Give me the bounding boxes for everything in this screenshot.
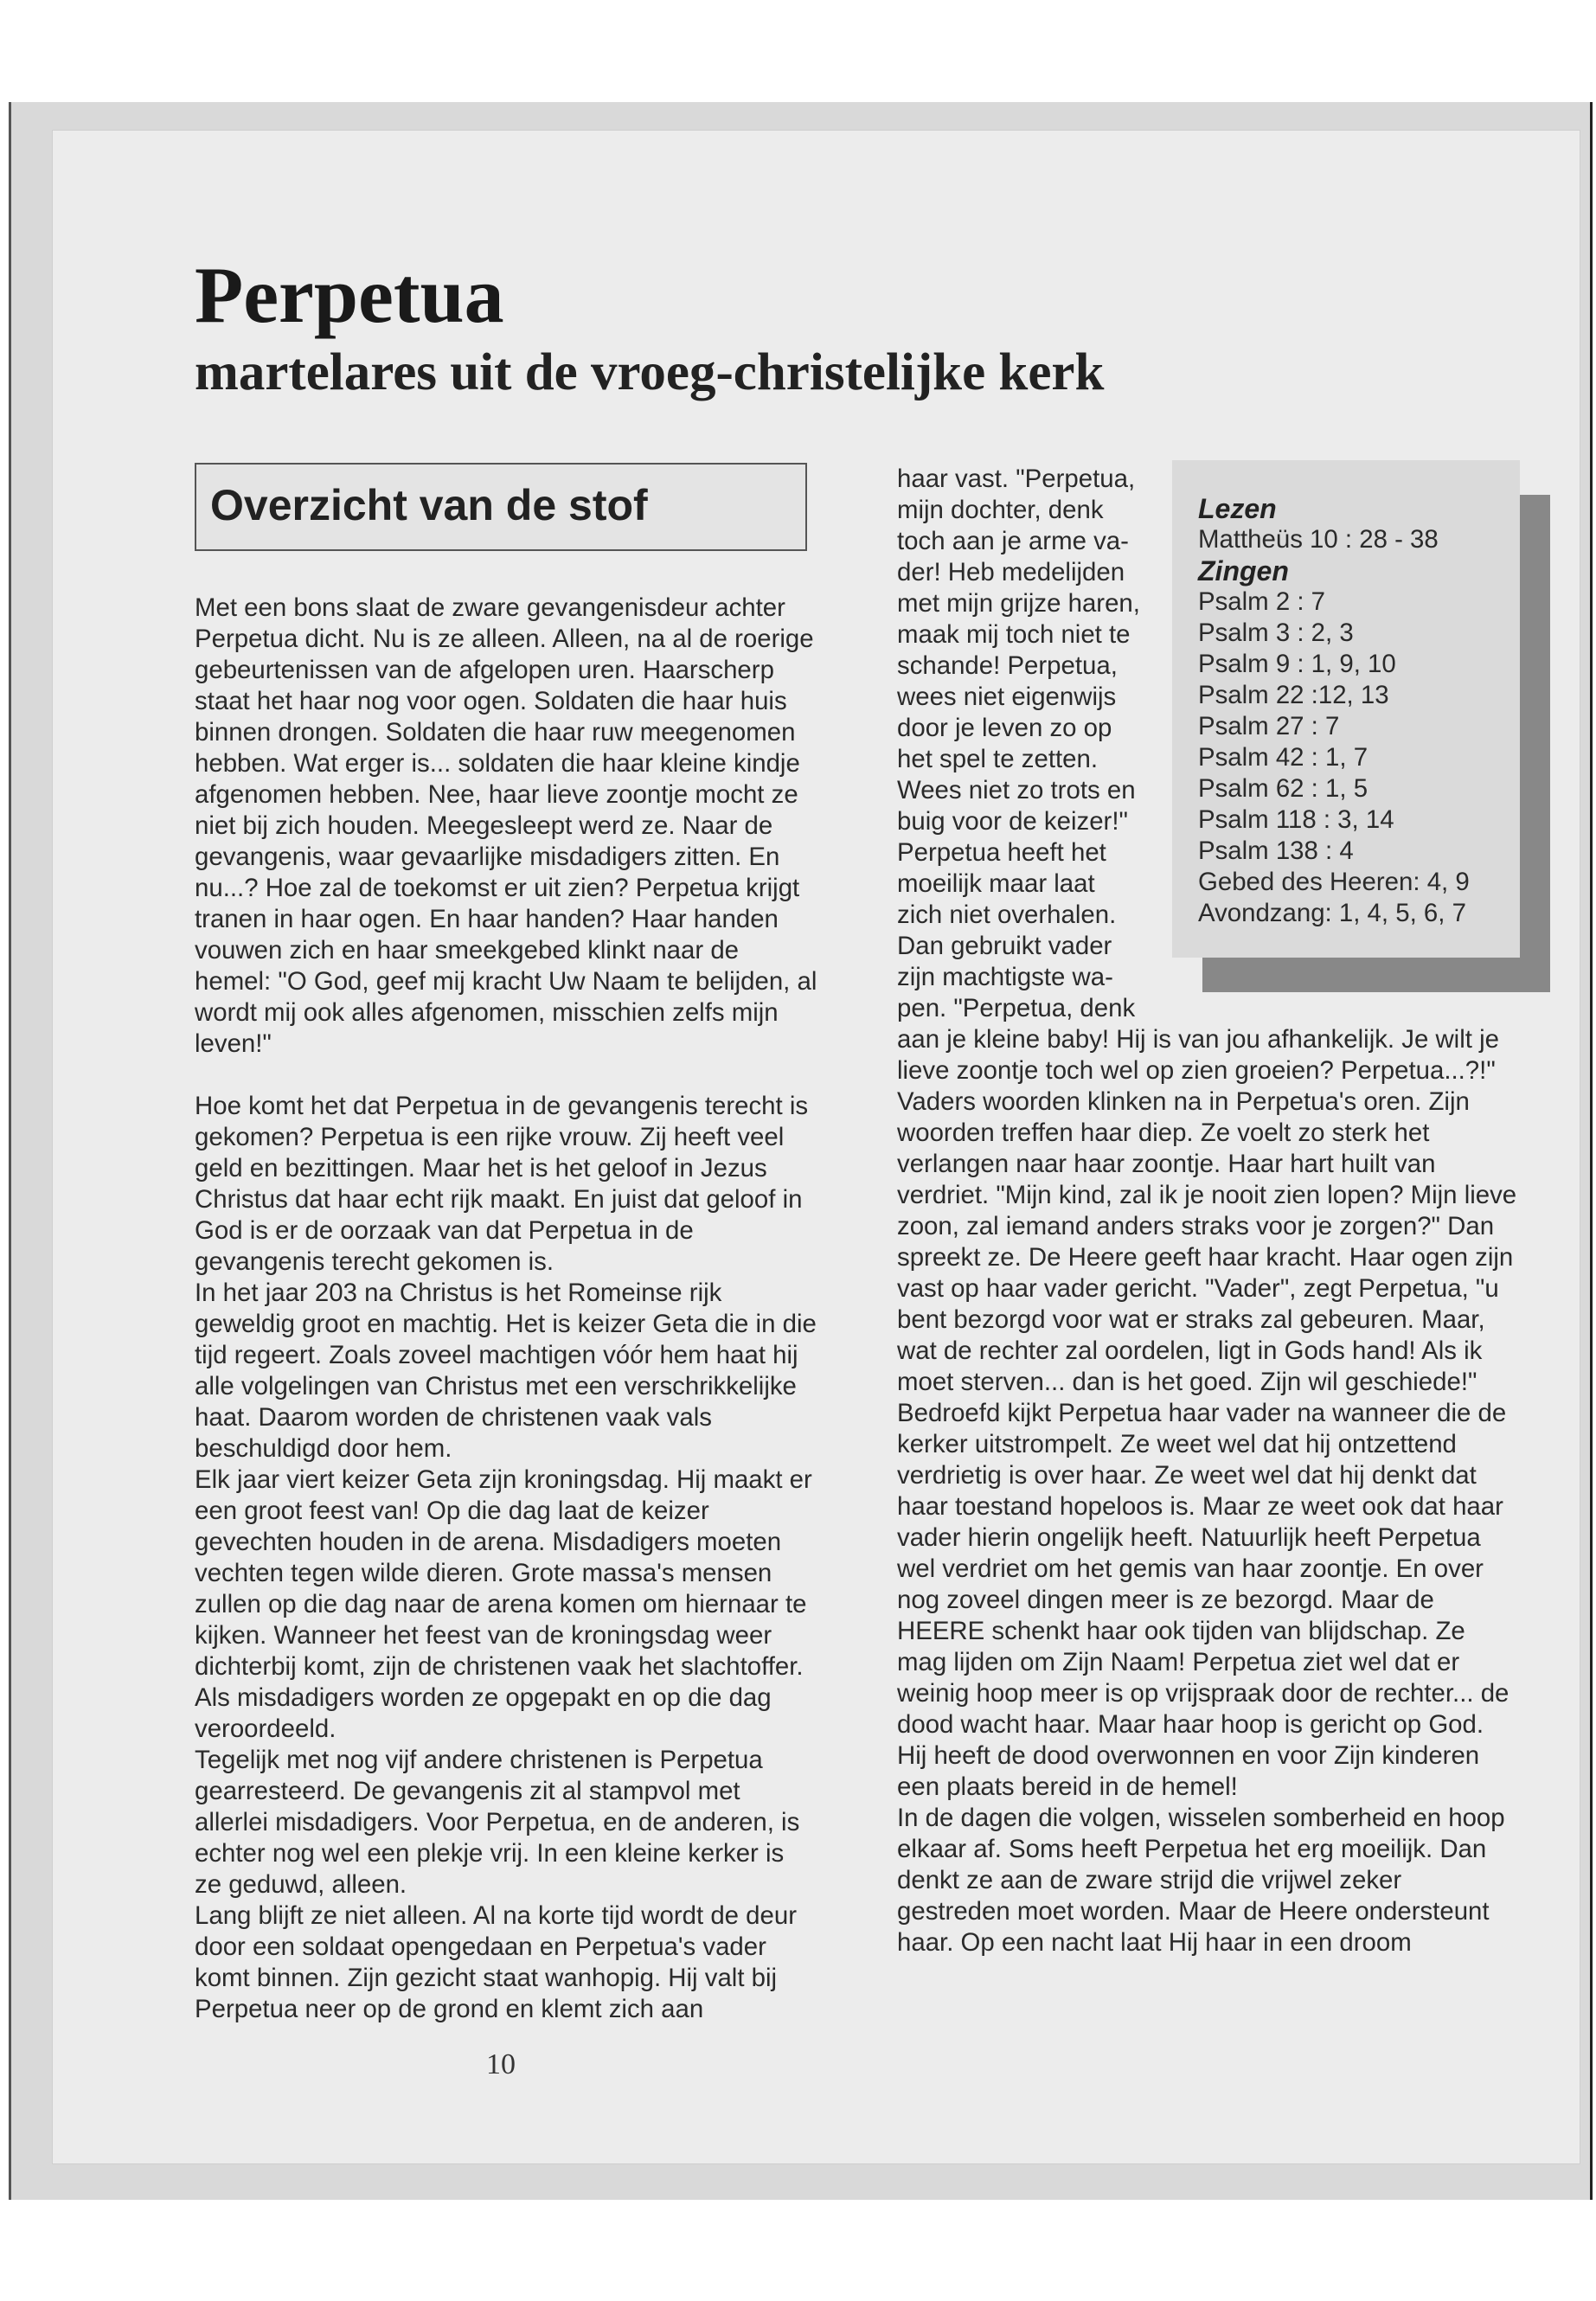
paragraph: Tegelijk met nog vijf andere christenen is Perpetua gearresteerd. De gevangenis zit al stampvol met allerlei misdadigers. Voor Perpetua, en de anderen, is echter nog wel een plekje vrij. In een kleine kerker is ze geduwd, alleen. <box>195 1746 800 1899</box>
zingen-item: Gebed des Heeren: 4, 9 <box>1198 868 1470 896</box>
right-column-narrow-text: haar vast. "Perpetua, mijn dochter, denk toch aan je arme va- der! Heb medelijden met mijn grijze haren, maak mij toch niet te schande! Perpetua, wees niet eigenwijs door je leven zo op het spel te zetten. Wees niet zo trots en buig voor de keizer!" Perpetua heeft het moeilijk maar laat zich niet overhalen. Dan gebruikt vader zijn machtigste wa- pen. "Perpetua, denk <box>897 465 1140 1022</box>
zingen-heading: Zingen <box>1198 555 1289 586</box>
zingen-item: Psalm 138 : 4 <box>1198 836 1354 865</box>
zingen-item: Psalm 22 :12, 13 <box>1198 681 1389 709</box>
paragraph: Lang blijft ze niet alleen. Al na korte tijd wordt de deur door een soldaat opengedaan en Perpetua's vader komt binnen. Zijn gezicht staat wanhopig. Hij valt bij Perpetua neer op de grond en klemt zich aan <box>195 1901 798 2023</box>
reading-singing-sidebar <box>1172 460 1520 958</box>
zingen-item: Psalm 62 : 1, 5 <box>1198 774 1368 803</box>
zingen-item: Avondzang: 1, 4, 5, 6, 7 <box>1198 899 1466 927</box>
zingen-item: Psalm 3 : 2, 3 <box>1198 619 1354 647</box>
lezen-heading: Lezen <box>1198 493 1277 524</box>
paragraph: Hoe komt het dat Perpetua in de gevangenis terecht is gekomen? Perpetua is een rijke vrouw. Zij heeft veel geld en bezittingen. Maar het is het geloof in Jezus Christus dat haar echt rijk maakt. En juist dat geloof in God is er de oorzaak van dat Perpetua in de gevangenis terecht gekomen is. <box>195 1092 809 1276</box>
left-column <box>195 593 817 2025</box>
paragraph: Bedroefd kijkt Perpetua haar vader na wanneer die de kerker uitstrompelt. Ze weet wel dat hij ontzettend verdrietig is over haar. Ze weet wel dat hij denkt dat haar toestand hopeloos is. Maar ze weet ook dat haar vader hierin ongelijk heeft. Natuurlijk heeft Perpetua wel verdriet om het gemis van haar zoontje. En over nog zoveel dingen meer is ze bezorgd. Maar de HEERE schenkt haar ook tijden van blijdschap. Ze mag lijden om Zijn Naam! Perpetua ziet wel dat er weinig hoop meer is op vrijspraak door de rechter... de dood wacht haar. Maar haar hoop is gericht op God. Hij heeft de dood overwonnen en voor Zijn kinderen een plaats bereid in de hemel! <box>897 1399 1509 1801</box>
zingen-item: Psalm 118 : 3, 14 <box>1198 805 1394 834</box>
lezen-item: Mattheüs 10 : 28 - 38 <box>1198 525 1439 554</box>
page-number: 10 <box>486 2048 516 2080</box>
paragraph: In het jaar 203 na Christus is het Romeinse rijk geweldig groot en machtig. Het is keizer Geta die in die tijd regeert. Zoals zoveel machtigen vóór hem haat hij alle volgelingen van Christus met een verschrikkelijke haat. Daarom worden de christenen vaak vals beschuldigd door hem. <box>195 1279 817 1463</box>
overview-heading-box <box>195 463 807 551</box>
paragraph: aan je kleine baby! Hij is van jou afhankelijk. Je wilt je lieve zoontje toch wel op zien groeien? Perpetua...?!" Vaders woorden klinken na in Perpetua's oren. Zijn woorden treffen haar diep. Ze voelt zo sterk het verlangen naar haar zoontje. Haar hart huilt van verdriet. "Mijn kind, zal ik je nooit zien lopen? Mijn lieve zoon, zal iemand anders straks voor je zorgen?" Dan spreekt ze. De Heere geeft haar kracht. Haar ogen zijn vast op haar vader gericht. "Vader", zegt Perpetua, "u bent bezorgd voor wat er straks zal gebeuren. Maar, wat de rechter zal oordelen, ligt in Gods hand! Als ik moet sterven... dan is het goed. Zijn wil geschiede!" <box>897 1025 1517 1396</box>
paragraph: Elk jaar viert keizer Geta zijn kroningsdag. Hij maakt er een groot feest van! Op die dag laat de keizer gevechten houden in de arena. Misdadigers moeten vechten tegen wilde dieren. Grote massa's mensen zullen op die dag naar de arena komen om hiernaar te kijken. Wanneer het feest van de kroningsdag weer dichterbij komt, zijn de christenen vaak het slachtoffer. Als misdadigers worden ze opgepakt en op die dag veroordeeld. <box>195 1465 812 1743</box>
paragraph: Met een bons slaat de zware gevangenisdeur achter Perpetua dicht. Nu is ze alleen. Alleen, na al de roerige gebeurtenissen van de afgelopen uren. Haarscherp staat het haar nog voor ogen. Soldaten die haar huis binnen drongen. Soldaten die haar ruw meegenomen hebben. Wat erger is... soldaten die haar kleine kindje afgenomen hebben. Nee, haar lieve zoontje mocht ze niet bij zich houden. Meegesleept werd ze. Naar de gevangenis, waar gevaarlijke misdadigers zitten. En nu...? Hoe zal de toekomst er uit zien? Perpetua krijgt tranen in haar ogen. En haar handen? Haar handen vouwen zich en haar smeekgebed klinkt naar de hemel: "O God, geef mij kracht Uw Naam te belijden, al wordt mij ook alles afgenomen, misschien zelfs mijn leven!" <box>195 593 817 1058</box>
zingen-item: Psalm 27 : 7 <box>1198 712 1340 740</box>
right-column <box>897 1024 1520 1958</box>
zingen-item: Psalm 42 : 1, 7 <box>1198 743 1368 772</box>
paragraph: In de dagen die volgen, wisselen somberheid en hoop elkaar af. Soms heeft Perpetua het erg moeilijk. Dan denkt ze aan de zware strijd die vrijwel zeker gestreden moet worden. Maar de Heere ondersteunt haar. Op een nacht laat Hij haar in een droom <box>897 1804 1505 1957</box>
zingen-item: Psalm 2 : 7 <box>1198 587 1326 616</box>
zingen-item: Psalm 9 : 1, 9, 10 <box>1198 650 1396 678</box>
overview-heading: Overzicht van de stof <box>210 481 648 529</box>
page-subtitle: martelares uit de vroeg-christelijke kerk <box>195 343 1105 401</box>
page-title: Perpetua <box>195 251 504 339</box>
